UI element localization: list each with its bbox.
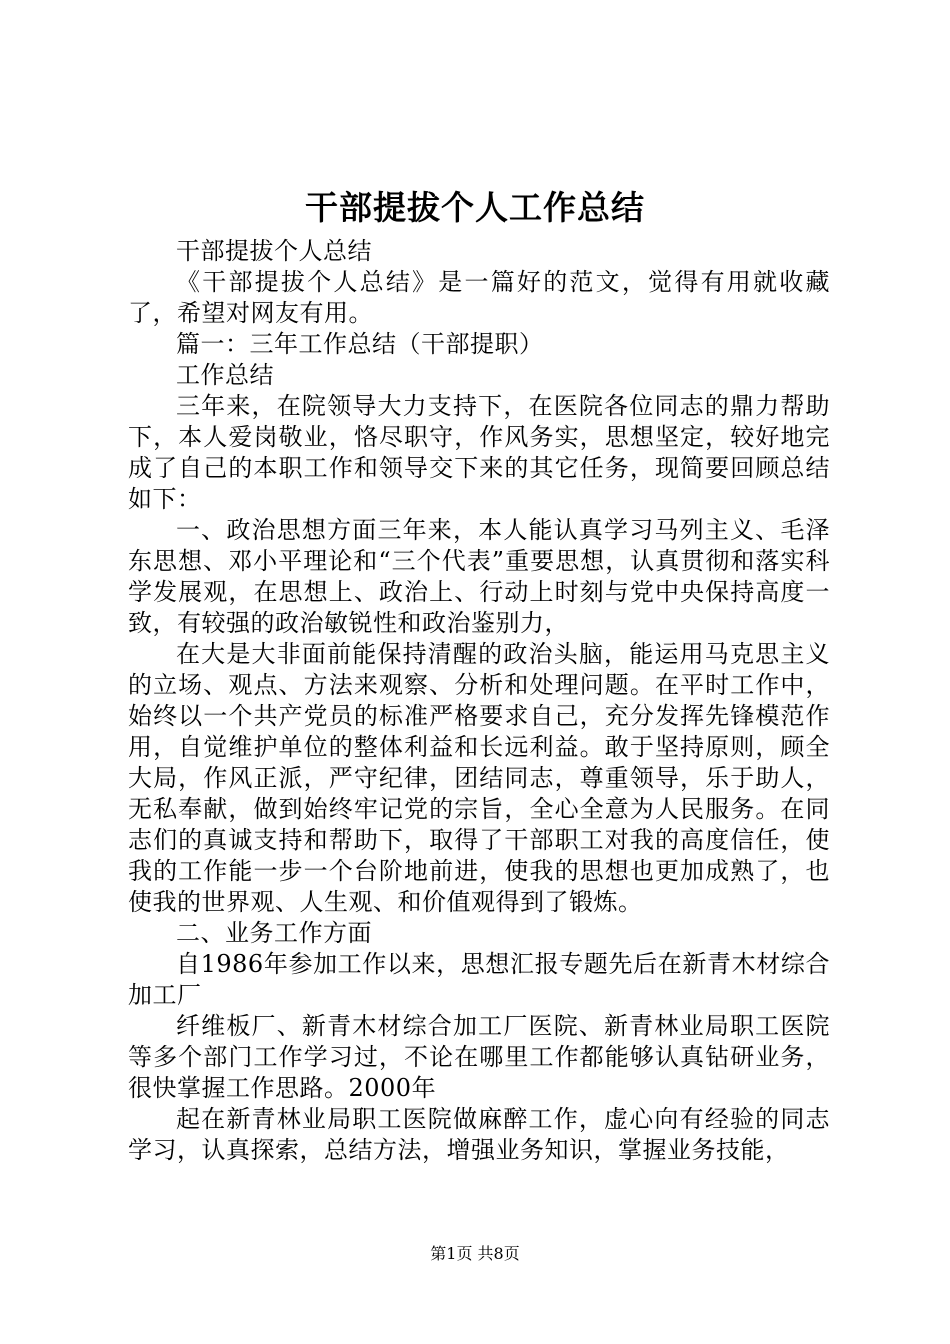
paragraph: 干部提拔个人总结 [176, 237, 372, 265]
paragraph: 纤维板厂、新青木材综合加工厂医院、新青林业局职工医院等多个部门工作学习过，不论在哪里工作都能够认真钻研业务，很快掌握工作思路。2000年 [128, 1012, 830, 1102]
document-body [128, 236, 830, 1166]
paragraph: 篇一：三年工作总结（干部提职） [176, 330, 544, 358]
document-title: 干部提拔个人工作总结 [305, 188, 645, 227]
paragraph: 二、业务工作方面 [176, 919, 372, 947]
paragraph: 一、政治思想方面三年来，本人能认真学习马列主义、毛泽东思想、邓小平理论和“三个代表”重要思想，认真贯彻和落实科学发展观，在思想上、政治上、行动上时刻与党中央保持高度一致，有较强的政治敏锐性和政治鉴别力， [128, 516, 830, 637]
paragraph: 《干部提拔个人总结》是一篇好的范文，觉得有用就收藏了，希望对网友有用。 [128, 268, 830, 327]
paragraph: 起在新青林业局职工医院做麻醉工作，虚心向有经验的同志学习，认真探索，总结方法，增强业务知识，掌握业务技能， [128, 1105, 830, 1164]
page-number-footer: 第1页 共8页 [430, 1244, 520, 1263]
paragraph: 三年来，在院领导大力支持下，在医院各位同志的鼎力帮助下，本人爱岗敬业，恪尽职守，作风务实，思想坚定，较好地完成了自己的本职工作和领导交下来的其它任务，现简要回顾总结如下： [128, 392, 830, 513]
paragraph: 自1986年参加工作以来，思想汇报专题先后在新青木材综合加工厂 [128, 950, 830, 1009]
paragraph: 工作总结 [176, 361, 274, 389]
paragraph: 在大是大非面前能保持清醒的政治头脑，能运用马克思主义的立场、观点、方法来观察、分析和处理问题。在平时工作中，始终以一个共产党员的标准严格要求自己，充分发挥先锋模范作用，自觉维护单位的整体利益和长远利益。敢于坚持原则，顾全大局，作风正派，严守纪律，团结同志，尊重领导，乐于助人，无私奉献，做到始终牢记党的宗旨，全心全意为人民服务。在同志们的真诚支持和帮助下，取得了干部职工对我的高度信任，使我的工作能一步一个台阶地前进，使我的思想也更加成熟了，也使我的世界观、人生观、和价值观得到了锻炼。 [128, 640, 830, 916]
